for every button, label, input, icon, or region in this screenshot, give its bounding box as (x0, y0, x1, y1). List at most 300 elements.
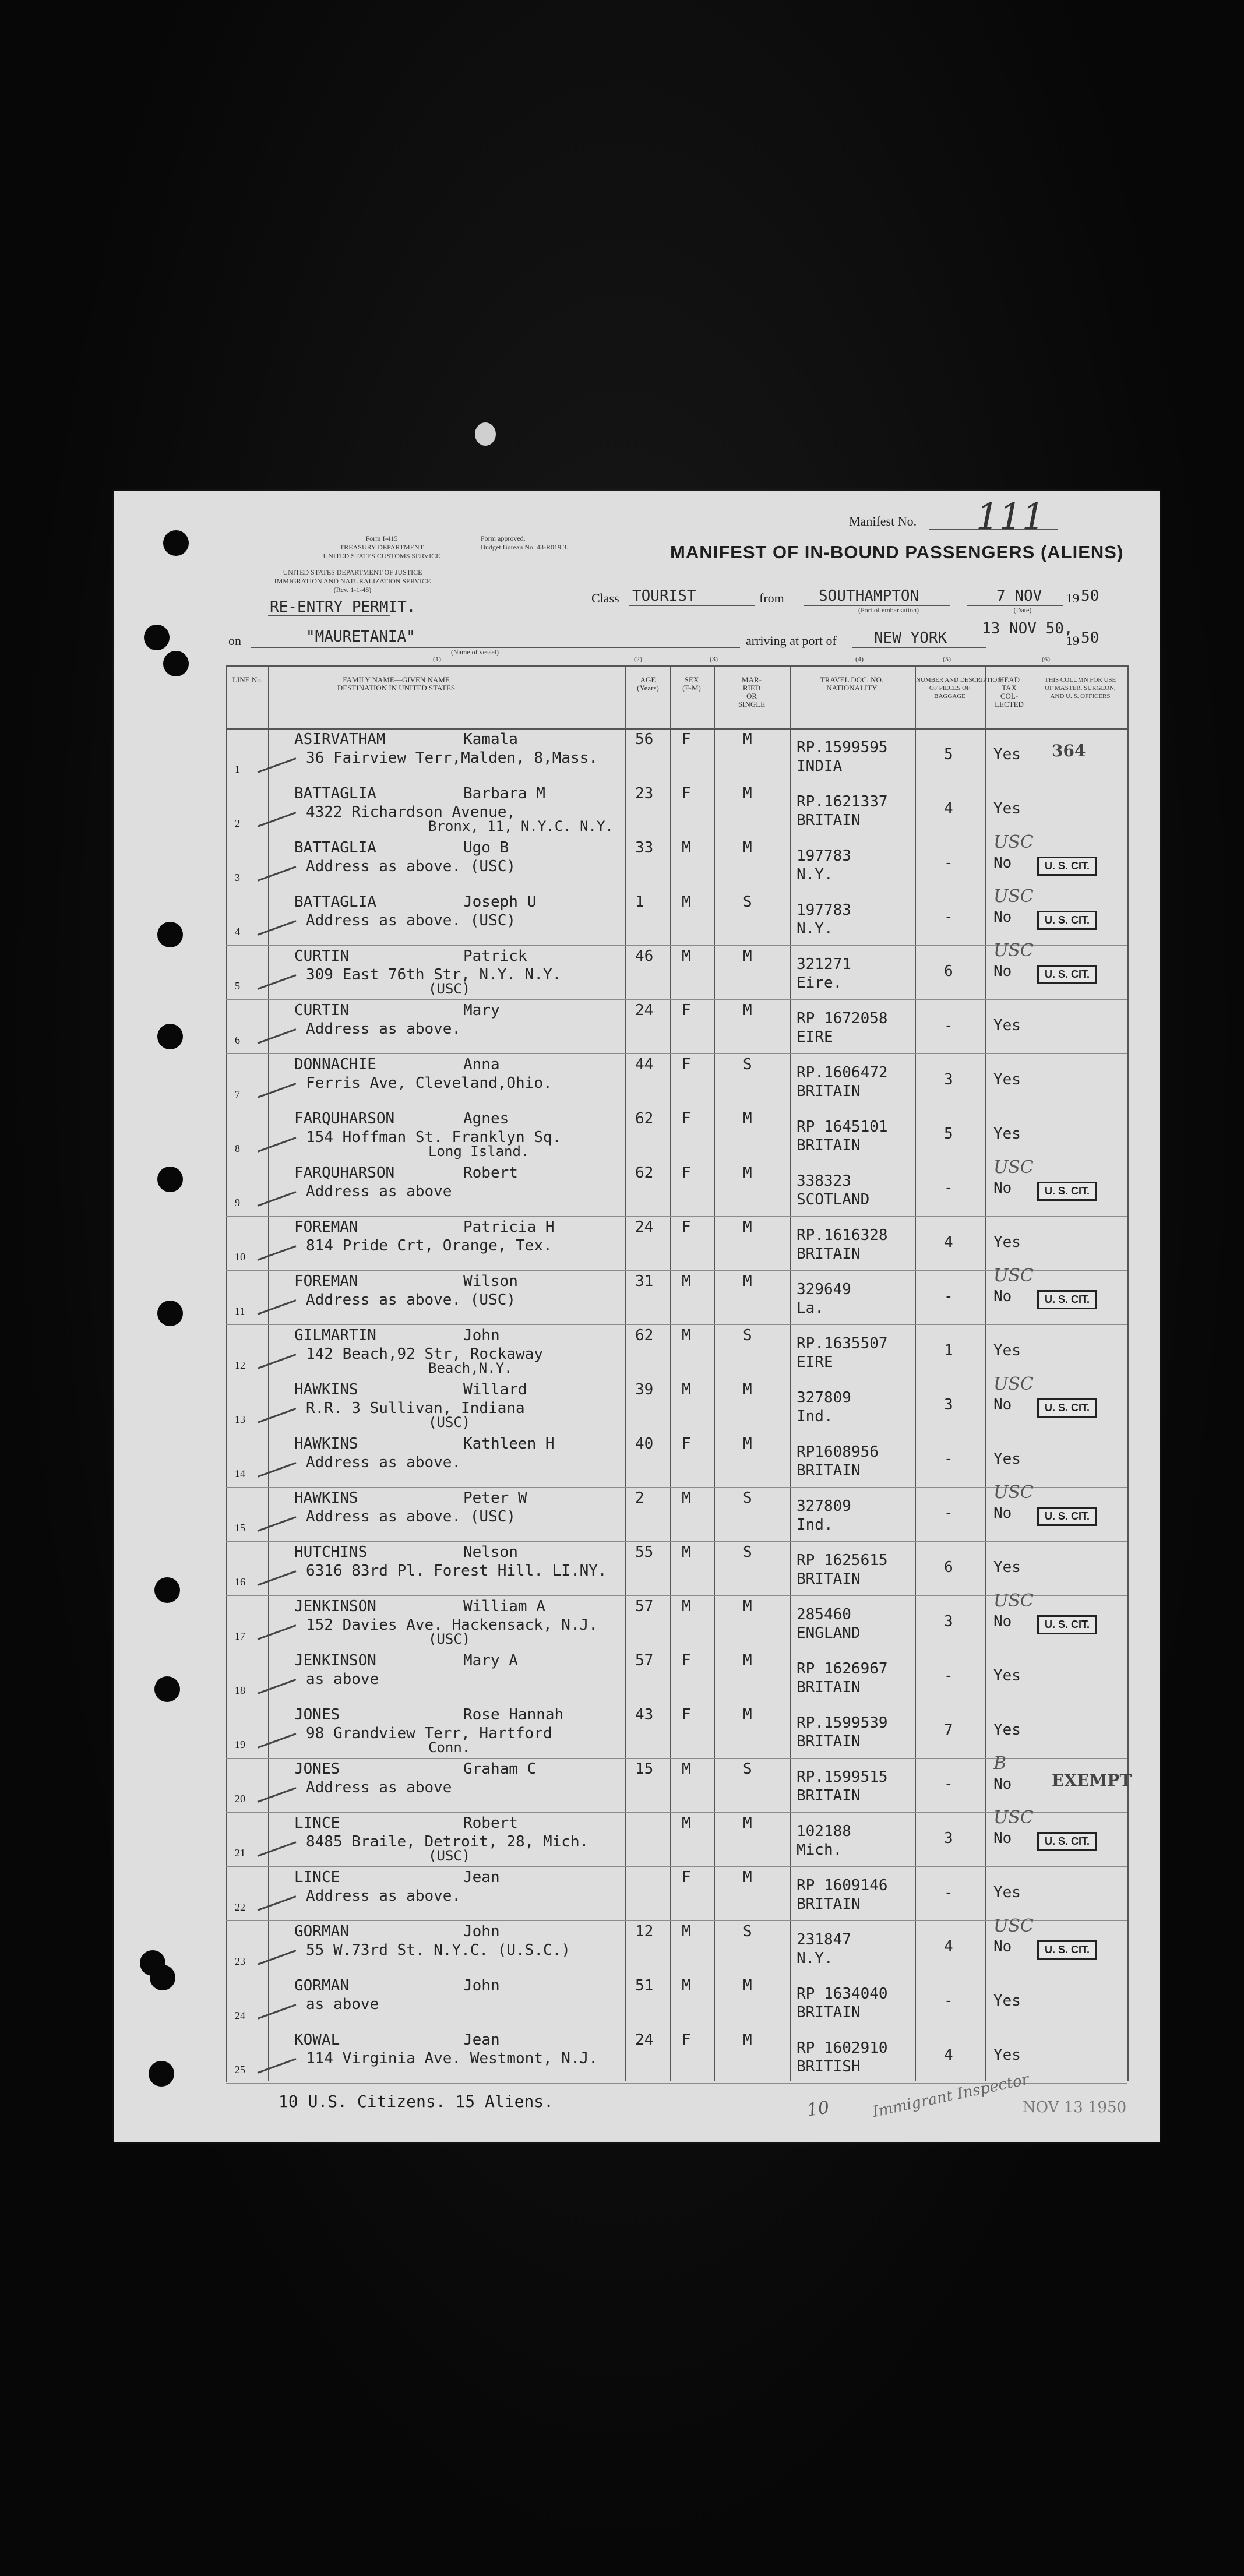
destination: 8485 Braile, Detroit, 28, Mich. (306, 1833, 589, 1851)
baggage-count: - (944, 1775, 953, 1793)
col-divider (985, 665, 986, 2081)
travel-doc-no: RP.1599595 (797, 739, 888, 756)
embarkation-note: (Port of embarkation) (858, 606, 919, 614)
baggage-count: 3 (944, 1613, 953, 1630)
family-name: HUTCHINS (294, 1544, 368, 1561)
head-tax: Yes (993, 1125, 1021, 1143)
marital-status: M (743, 839, 752, 857)
family-name: BATTAGLIA (294, 839, 376, 857)
sex: F (682, 785, 691, 802)
destination: as above (306, 1671, 379, 1688)
permit-underline (268, 615, 390, 616)
handwritten-mark: USC (993, 1374, 1034, 1394)
head-tax: Yes (993, 746, 1021, 763)
travel-doc-no: 338323 (797, 1172, 851, 1190)
age: 62 (635, 1327, 654, 1344)
destination: 98 Grandview Terr, Hartford (306, 1725, 552, 1742)
citizen-alien-summary: 10 U.S. Citizens. 15 Aliens. (279, 2092, 554, 2111)
marital-status: M (743, 1706, 752, 1724)
destination-cont: Beach,N.Y. (428, 1360, 513, 1376)
baggage-count: - (944, 1017, 953, 1034)
head-tax: Yes (993, 1234, 1021, 1251)
line-number: 10 (235, 1251, 245, 1263)
col-divider (790, 665, 791, 2081)
family-name: JENKINSON (294, 1598, 376, 1615)
sex: F (682, 1218, 691, 1236)
given-name: Mary (463, 1002, 500, 1019)
travel-doc-no: RP 1602910 (797, 2039, 888, 2057)
head-tax: No (993, 1396, 1012, 1414)
marital-status: M (743, 1598, 752, 1615)
handwritten-mark: USC (993, 886, 1034, 907)
destination: Ferris Ave, Cleveland,Ohio. (306, 1074, 552, 1092)
given-name: Ugo B (463, 839, 509, 857)
col-header-baggage: NUMBER AND DESCRIPTION OF PIECES OF BAGGAGE (916, 676, 1002, 700)
officer-note: 364 (1052, 741, 1086, 760)
line-number: 25 (235, 2064, 245, 2075)
row-divider (226, 1053, 1127, 1054)
baggage-count: 5 (944, 746, 953, 763)
vessel-note: (Name of vessel) (451, 648, 499, 656)
baggage-count: 6 (944, 963, 953, 980)
family-name: FARQUHARSON (294, 1164, 395, 1182)
travel-doc-no: 197783 (797, 901, 851, 919)
row-divider (226, 1270, 1127, 1271)
handwritten-mark: USC (993, 1266, 1034, 1286)
punch-hole (157, 1024, 183, 1049)
travel-doc-no: RP 1626967 (797, 1660, 888, 1678)
us-citizen-stamp: U. S. CIT. (1037, 1832, 1097, 1851)
punch-hole (144, 625, 170, 650)
marital-status: S (743, 1760, 752, 1778)
marital-status: M (743, 1110, 752, 1127)
family-name: FOREMAN (294, 1218, 358, 1236)
head-tax: No (993, 854, 1012, 872)
age: 46 (635, 947, 654, 965)
nationality: BRITAIN (797, 1787, 861, 1805)
destination-cont: (USC) (428, 1848, 471, 1864)
nationality: BRITAIN (797, 1083, 861, 1100)
head-tax: No (993, 1830, 1012, 1847)
justice-line-2: IMMIGRATION AND NATURALIZATION SERVICE (274, 577, 431, 585)
baggage-count: 4 (944, 800, 953, 817)
travel-doc-no: RP.1621337 (797, 793, 888, 810)
us-citizen-stamp: U. S. CIT. (1037, 1615, 1097, 1634)
head-tax: No (993, 1775, 1012, 1793)
arrival-port-underline (852, 647, 986, 648)
age: 43 (635, 1706, 654, 1724)
sex: M (682, 947, 691, 965)
family-name: HAWKINS (294, 1489, 358, 1507)
head-tax: Yes (993, 1667, 1021, 1685)
col-number: (1) (433, 655, 441, 663)
age: 40 (635, 1435, 654, 1453)
marital-status: S (743, 1544, 752, 1561)
marital-status: S (743, 1923, 752, 1940)
nationality: BRITAIN (797, 1462, 861, 1479)
travel-doc-no: 321271 (797, 956, 851, 973)
marital-status: M (743, 2031, 752, 2049)
col-divider (915, 665, 916, 2081)
sex: M (682, 1814, 691, 1832)
sex: M (682, 1760, 691, 1778)
line-number: 15 (235, 1522, 245, 1534)
given-name: William A (463, 1598, 545, 1615)
head-tax: No (993, 908, 1012, 926)
col-divider (625, 665, 626, 2081)
marital-status: M (743, 947, 752, 965)
justice-line-3: (Rev. 1-1-48) (333, 586, 372, 594)
us-citizen-stamp: U. S. CIT. (1037, 1507, 1097, 1526)
justice-line-1: UNITED STATES DEPARTMENT OF JUSTICE (283, 568, 422, 576)
destination: Address as above. (USC) (306, 1508, 516, 1525)
given-name: Robert (463, 1164, 518, 1182)
given-name: Nelson (463, 1544, 518, 1561)
handwritten-mark: USC (993, 1916, 1034, 1936)
line-number: 6 (235, 1034, 240, 1046)
baggage-count: 3 (944, 1396, 953, 1414)
col-header-officers: THIS COLUMN FOR USE OF MASTER, SURGEON, AND U. S. OFFICERS (1044, 676, 1116, 700)
head-tax: No (993, 1504, 1012, 1522)
handwritten-mark: USC (993, 940, 1034, 961)
line-number: 7 (235, 1088, 240, 1100)
sex: F (682, 1869, 691, 1886)
destination-cont: Long Island. (428, 1143, 530, 1160)
col-number: (2) (634, 655, 642, 663)
given-name: Anna (463, 1056, 500, 1073)
family-name: JONES (294, 1760, 340, 1778)
head-tax: Yes (993, 1017, 1021, 1034)
line-number: 1 (235, 763, 240, 775)
arrival-date: 13 NOV 50, (982, 620, 1073, 637)
line-number: 16 (235, 1576, 245, 1588)
given-name: Willard (463, 1381, 527, 1398)
sex: F (682, 1002, 691, 1019)
nationality: Eire. (797, 974, 843, 992)
family-name: HAWKINS (294, 1381, 358, 1398)
marital-status: M (743, 1273, 752, 1290)
line-number: 17 (235, 1630, 245, 1642)
baggage-count: 5 (944, 1125, 953, 1143)
vessel-name: "MAURETANIA" (306, 628, 415, 646)
col-header-head-tax: HEAD TAX COL- LECTED (995, 675, 1024, 709)
from-label: from (759, 591, 784, 605)
baggage-count: - (944, 854, 953, 872)
us-citizen-stamp: U. S. CIT. (1037, 1398, 1097, 1418)
given-name: Wilson (463, 1273, 518, 1290)
marital-status: M (743, 1381, 752, 1398)
col-number: (6) (1042, 655, 1050, 663)
nationality: INDIA (797, 757, 843, 775)
sex: F (682, 1164, 691, 1182)
destination: 55 W.73rd St. N.Y.C. (U.S.C.) (306, 1941, 570, 1959)
destination: Address as above. (USC) (306, 858, 516, 875)
sex: M (682, 1489, 691, 1507)
given-name: Patricia H (463, 1218, 555, 1236)
line-number: 23 (235, 1955, 245, 1967)
treasury-line-1: TREASURY DEPARTMENT (339, 543, 424, 551)
age: 55 (635, 1544, 654, 1561)
travel-doc-no: 327809 (797, 1389, 851, 1407)
handwritten-mark: USC (993, 1157, 1034, 1178)
sex: M (682, 893, 691, 911)
age: 24 (635, 2031, 654, 2049)
handwritten-mark: B (993, 1753, 1007, 1774)
destination: 142 Beach,92 Str, Rockaway (306, 1345, 543, 1363)
row-divider (226, 999, 1127, 1000)
line-number: 21 (235, 1847, 245, 1859)
punch-hole (149, 2061, 174, 2087)
arrival-year-suffix: 50 (1081, 629, 1099, 647)
family-name: FOREMAN (294, 1273, 358, 1290)
inspector-stamp-date: NOV 13 1950 (1023, 2099, 1127, 2116)
line-number: 4 (235, 926, 240, 938)
travel-doc-no: RP 1634040 (797, 1985, 888, 2003)
age: 44 (635, 1056, 654, 1073)
inspector-stamp: Immigrant Inspector (871, 2070, 1031, 2122)
baggage-count: - (944, 1992, 953, 2010)
nationality: BRITAIN (797, 1679, 861, 1696)
row-divider (226, 1487, 1127, 1488)
line-number: 22 (235, 1901, 245, 1913)
travel-doc-no: RP.1616328 (797, 1227, 888, 1244)
destination: 814 Pride Crt, Orange, Tex. (306, 1237, 552, 1254)
marital-status: M (743, 785, 752, 802)
punch-hole (154, 1676, 180, 1702)
line-number: 14 (235, 1468, 245, 1479)
line-number: 20 (235, 1793, 245, 1805)
us-citizen-stamp: U. S. CIT. (1037, 965, 1097, 984)
baggage-count: - (944, 1179, 953, 1197)
sex: F (682, 2031, 691, 2049)
head-tax: Yes (993, 1342, 1021, 1359)
col-header-travel-doc: TRAVEL DOC. NO. NATIONALITY (820, 675, 884, 692)
given-name: Jean (463, 1869, 500, 1886)
baggage-count: - (944, 1450, 953, 1468)
line-number: 18 (235, 1685, 245, 1696)
age: 24 (635, 1002, 654, 1019)
age: 62 (635, 1164, 654, 1182)
age: 12 (635, 1923, 654, 1940)
nationality: BRITAIN (797, 1733, 861, 1750)
marital-status: M (743, 1652, 752, 1669)
family-name: FARQUHARSON (294, 1110, 395, 1127)
col-divider (268, 665, 269, 2081)
handwritten-total: 10 (805, 2097, 831, 2121)
family-name: DONNACHIE (294, 1056, 376, 1073)
travel-doc-no: 329649 (797, 1281, 851, 1298)
handwritten-mark: USC (993, 832, 1034, 852)
family-name: ASIRVATHAM (294, 731, 386, 748)
travel-doc-no: RP.1599515 (797, 1768, 888, 1786)
travel-doc-no: RP1608956 (797, 1443, 879, 1461)
family-name: CURTIN (294, 1002, 349, 1019)
row-divider (226, 1324, 1127, 1325)
line-number: 3 (235, 872, 240, 883)
row-divider (226, 1541, 1127, 1542)
destination: Address as above. (306, 1454, 461, 1471)
baggage-count: - (944, 1667, 953, 1685)
head-tax: No (993, 1613, 1012, 1630)
nationality: EIRE (797, 1354, 833, 1371)
col-header-age: AGE (Years) (637, 675, 659, 692)
family-name: KOWAL (294, 2031, 340, 2049)
nationality: N.Y. (797, 1950, 833, 1967)
punch-hole (163, 651, 189, 676)
punch-hole (157, 1301, 183, 1326)
us-citizen-stamp: U. S. CIT. (1037, 1940, 1097, 1960)
travel-doc-no: 197783 (797, 847, 851, 865)
family-name: GORMAN (294, 1977, 349, 1994)
sex: F (682, 1435, 691, 1453)
us-citizen-stamp: U. S. CIT. (1037, 857, 1097, 876)
col-header-married: MAR- RIED OR SINGLE (738, 675, 766, 709)
sex: F (682, 1706, 691, 1724)
destination-cont: Conn. (428, 1739, 471, 1756)
row-divider (226, 1920, 1127, 1921)
marital-status: S (743, 1327, 752, 1344)
sex: M (682, 1923, 691, 1940)
line-number: 12 (235, 1359, 245, 1371)
row-divider (226, 1812, 1127, 1813)
manifest-title: MANIFEST OF IN-BOUND PASSENGERS (ALIENS) (670, 542, 1124, 562)
destination: Address as above. (USC) (306, 1291, 516, 1309)
arrival-port: NEW YORK (874, 629, 947, 647)
class-value: TOURIST (632, 587, 696, 605)
line-number: 9 (235, 1197, 240, 1208)
us-citizen-stamp: U. S. CIT. (1037, 911, 1097, 930)
col-number: (3) (710, 655, 718, 663)
officer-note: EXEMPT (1052, 1771, 1132, 1790)
nationality: BRITAIN (797, 2004, 861, 2021)
age: 56 (635, 731, 654, 748)
given-name: Joseph U (463, 893, 537, 911)
head-tax: No (993, 963, 1012, 980)
nationality: BRITAIN (797, 1895, 861, 1913)
line-number: 19 (235, 1739, 245, 1750)
nationality: BRITISH (797, 2058, 861, 2075)
nationality: N.Y. (797, 920, 833, 938)
destination: Address as above. (USC) (306, 912, 516, 929)
marital-status: M (743, 1218, 752, 1236)
marital-status: S (743, 1489, 752, 1507)
head-tax: Yes (993, 1071, 1021, 1088)
destination: Address as above (306, 1779, 452, 1796)
re-entry-permit: RE-ENTRY PERMIT. (270, 598, 416, 616)
head-tax: No (993, 1938, 1012, 1955)
sex: M (682, 1544, 691, 1561)
destination: 309 East 76th Str, N.Y. N.Y. (306, 966, 562, 984)
row-divider (226, 945, 1127, 946)
class-underline (629, 605, 755, 606)
nationality: BRITAIN (797, 1137, 861, 1154)
given-name: Graham C (463, 1760, 537, 1778)
marital-status: M (743, 731, 752, 748)
col-divider (714, 665, 715, 2081)
marital-status: M (743, 1002, 752, 1019)
destination: R.R. 3 Sullivan, Indiana (306, 1400, 525, 1417)
handwritten-mark: USC (993, 1807, 1034, 1828)
row-divider (226, 1758, 1127, 1759)
destination: Address as above. (306, 1887, 461, 1905)
head-tax: No (993, 1179, 1012, 1197)
marital-status: S (743, 893, 752, 911)
age: 24 (635, 1218, 654, 1236)
destination-cont: Bronx, 11, N.Y.C. N.Y. (428, 818, 614, 834)
col-number: (5) (943, 655, 951, 663)
family-name: JENKINSON (294, 1652, 376, 1669)
nationality: BRITAIN (797, 812, 861, 829)
sex: M (682, 1598, 691, 1615)
nationality: Mich. (797, 1841, 843, 1859)
head-tax: Yes (993, 1559, 1021, 1576)
marital-status: M (743, 1977, 752, 1994)
punch-hole (157, 1167, 183, 1192)
line-number: 24 (235, 2010, 245, 2021)
sex: F (682, 1110, 691, 1127)
given-name: Barbara M (463, 785, 545, 802)
embarkation-port: SOUTHAMPTON (819, 587, 919, 605)
sex: M (682, 1977, 691, 1994)
age: 62 (635, 1110, 654, 1127)
age: 1 (635, 893, 644, 911)
arrival-year-prefix: 19 (1066, 633, 1079, 648)
age: 15 (635, 1760, 654, 1778)
marital-status: M (743, 1869, 752, 1886)
baggage-count: 3 (944, 1071, 953, 1088)
travel-doc-no: RP 1672058 (797, 1010, 888, 1027)
class-label: Class (591, 591, 619, 605)
travel-doc-no: 327809 (797, 1497, 851, 1515)
head-tax: Yes (993, 1884, 1021, 1901)
manifest-no-label: Manifest No. (849, 514, 917, 528)
punch-hole (154, 1577, 180, 1603)
head-tax: No (993, 1288, 1012, 1305)
departure-date: 7 NOV (996, 587, 1042, 605)
sex: M (682, 1381, 691, 1398)
depart-year-prefix: 19 (1066, 591, 1079, 605)
col-header-sex: SEX (F-M) (682, 675, 701, 692)
nationality: Ind. (797, 1408, 833, 1425)
baggage-count: - (944, 1504, 953, 1522)
sex: M (682, 1327, 691, 1344)
destination: Address as above (306, 1183, 452, 1200)
given-name: Peter W (463, 1489, 527, 1507)
baggage-count: - (944, 1884, 953, 1901)
punch-hole (163, 530, 189, 556)
head-tax: Yes (993, 1721, 1021, 1739)
col-header-line: LINE No. (232, 675, 263, 684)
nationality: BRITAIN (797, 1570, 861, 1588)
family-name: BATTAGLIA (294, 785, 376, 802)
head-tax: Yes (993, 1450, 1021, 1468)
row-divider (226, 1866, 1127, 1867)
destination-cont: (USC) (428, 1414, 471, 1430)
approval-line-2: Budget Bureau No. 43-R019.3. (481, 543, 568, 551)
family-name: JONES (294, 1706, 340, 1724)
age: 57 (635, 1598, 654, 1615)
us-citizen-stamp: U. S. CIT. (1037, 1290, 1097, 1309)
nationality: La. (797, 1299, 824, 1317)
travel-doc-no: RP.1606472 (797, 1064, 888, 1081)
sex: F (682, 1056, 691, 1073)
destination: 152 Davies Ave. Hackensack, N.J. (306, 1616, 598, 1634)
us-citizen-stamp: U. S. CIT. (1037, 1182, 1097, 1201)
age: 39 (635, 1381, 654, 1398)
date-note: (Date) (1013, 606, 1032, 614)
destination: Address as above. (306, 1020, 461, 1038)
manifest-sheet (114, 491, 1160, 2142)
